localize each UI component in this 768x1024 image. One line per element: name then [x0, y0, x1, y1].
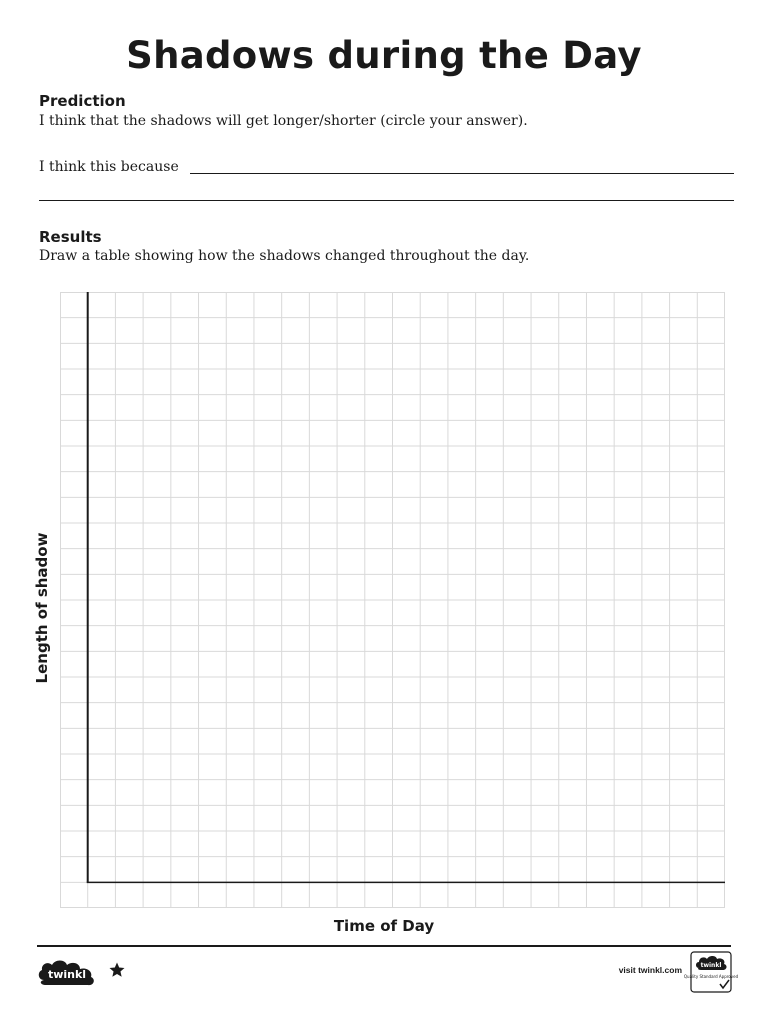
quality-badge-icon [683, 951, 739, 993]
graph-grid [60, 292, 725, 908]
results-heading: Results [39, 228, 102, 246]
because-label: I think this because [39, 159, 179, 175]
answer-line-1[interactable] [190, 173, 734, 174]
logo-text: twinkl [47, 968, 87, 981]
y-axis-label: Length of shadow [33, 532, 51, 684]
graph-area[interactable] [60, 292, 725, 908]
svg-text:twinkl: twinkl [700, 962, 722, 969]
prediction-text: I think that the shadows will get longer/shorter (circle your answer). [39, 113, 528, 129]
footer-divider [37, 945, 731, 947]
x-axis-label: Time of Day [333, 917, 435, 935]
page-title: Shadows during the Day [126, 34, 642, 77]
visit-link[interactable]: visit twinkl.com [618, 965, 682, 975]
twinkl-logo [36, 956, 98, 988]
answer-line-2[interactable] [39, 200, 734, 201]
star-icon [108, 961, 126, 979]
prediction-heading: Prediction [39, 92, 126, 110]
results-text: Draw a table showing how the shadows changed throughout the day. [39, 248, 530, 264]
svg-text:Quality Standard Approved: Quality Standard Approved [683, 974, 739, 979]
